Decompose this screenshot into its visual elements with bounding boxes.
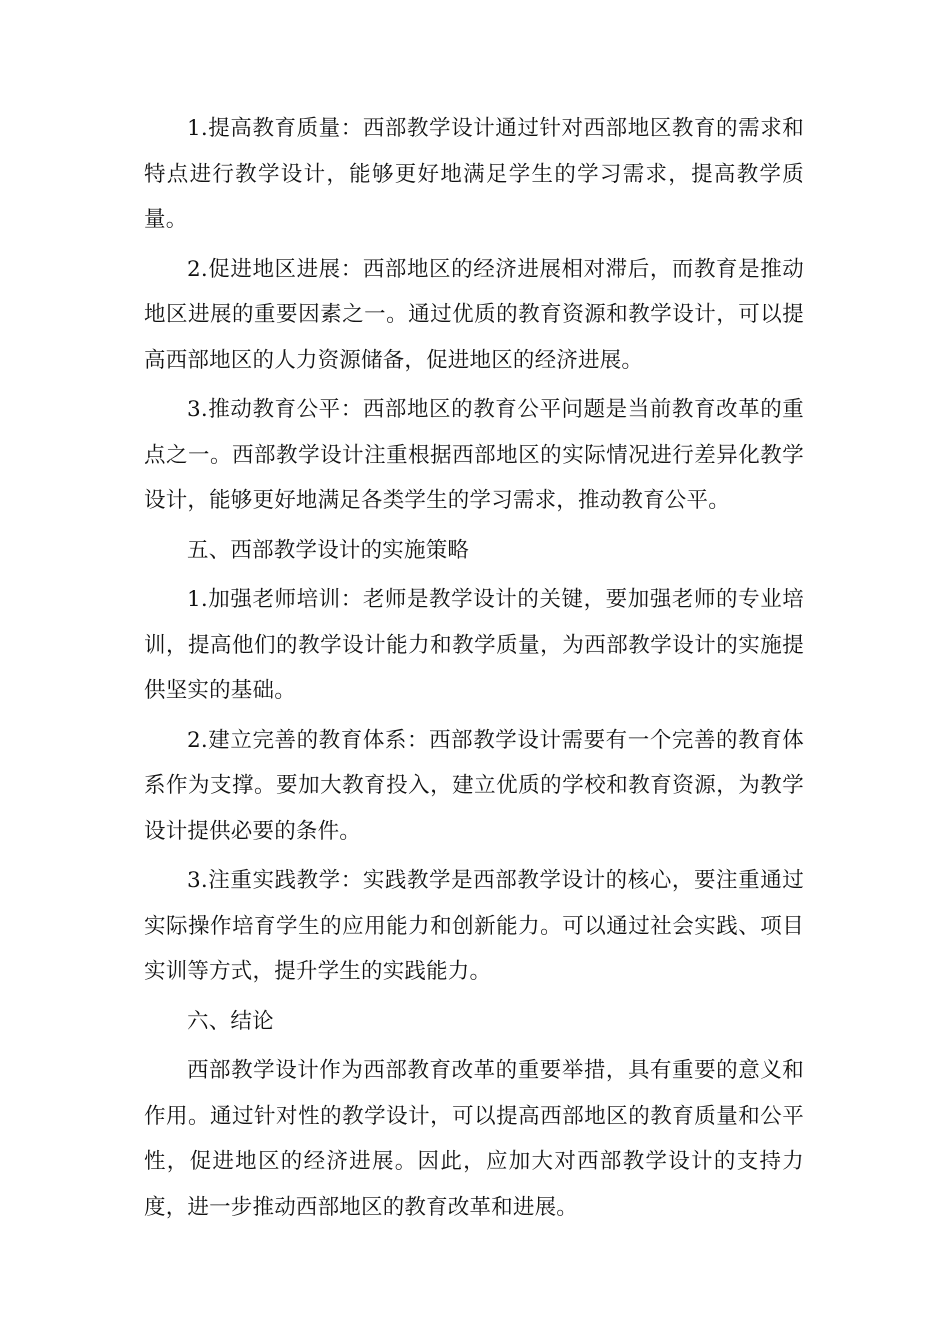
paragraph-strategy-teacher-training: 1.加强老师培训：老师是教学设计的关键，要加强老师的专业培训，提高他们的教学设计能力和教学质量，为西部教学设计的实施提供坚实的基础。: [144, 587, 804, 703]
paragraph-conclusion: 西部教学设计作为西部教育改革的重要举措，具有重要的意义和作用。通过针对性的教学设计，可以提高西部地区的教育质量和公平性，促进地区的经济进展。因此，应加大对西部教学设计的支持力度，进一步推动西部地区的教育改革和进展。: [144, 1058, 804, 1220]
section-heading-conclusion: 六、结论: [187, 1008, 274, 1034]
section-heading-strategies: 五、西部教学设计的实施策略: [187, 537, 470, 563]
paragraph-strategy-practice: 3.注重实践教学：实践教学是西部教学设计的核心，要注重通过实际操作培育学生的应用能力和创新能力。可以通过社会实践、项目实训等方式，提升学生的实践能力。: [144, 868, 804, 984]
paragraph-benefit-development: 2.促进地区进展：西部地区的经济进展相对滞后，而教育是推动地区进展的重要因素之一。通过优质的教育资源和教学设计，可以提高西部地区的人力资源储备，促进地区的经济进展。: [144, 256, 804, 373]
paragraph-benefit-quality: 1.提高教育质量：西部教学设计通过针对西部地区教育的需求和特点进行教学设计，能够更好地满足学生的学习需求，提高教学质量。: [144, 116, 804, 232]
paragraph-benefit-equity: 3.推动教育公平：西部地区的教育公平问题是当前教育改革的重点之一。西部教学设计注重根据西部地区的实际情况进行差异化教学设计，能够更好地满足各类学生的学习需求，推动教育公平。: [144, 397, 804, 513]
document-body: [144, 106, 804, 1234]
paragraph-strategy-education-system: 2.建立完善的教育体系：西部教学设计需要有一个完善的教育体系作为支撑。要加大教育投入，建立优质的学校和教育资源，为教学设计提供必要的条件。: [144, 727, 804, 844]
